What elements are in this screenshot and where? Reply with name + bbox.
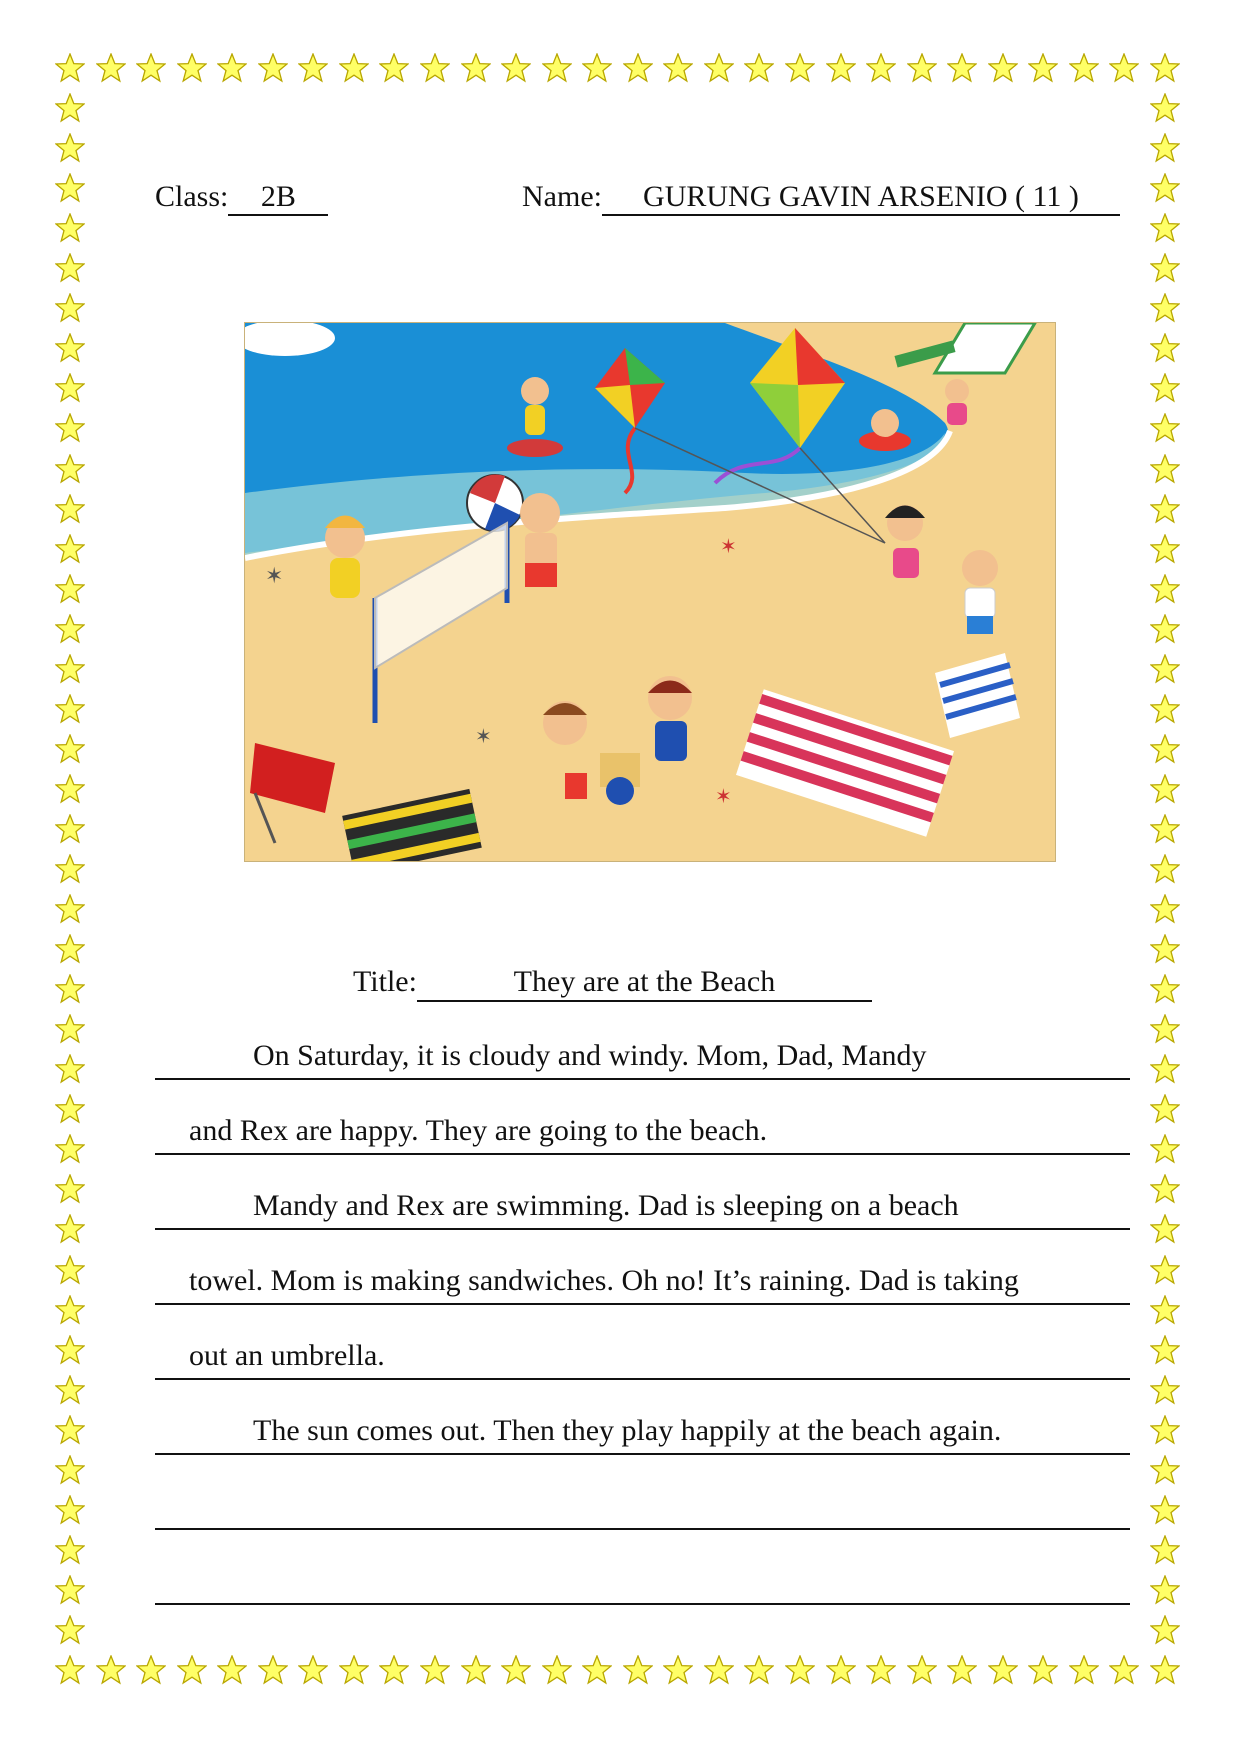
border-star-icon [96,1655,126,1685]
border-star-icon [1150,1014,1180,1044]
border-star-icon [298,1655,328,1685]
border-star-icon [136,53,166,83]
name-field [522,180,1120,216]
border-star-icon [1150,1455,1180,1485]
border-star-icon [55,1174,85,1204]
border-star-icon [1150,974,1180,1004]
border-star-icon [785,1655,815,1685]
border-star-icon [1150,93,1180,123]
border-star-icon [1150,734,1180,764]
border-star-icon [339,1655,369,1685]
border-star-icon [55,574,85,604]
border-star-icon [1150,614,1180,644]
story-line-7 [155,1484,1130,1530]
border-star-icon [55,1014,85,1044]
border-star-icon [907,53,937,83]
border-star-icon [55,934,85,964]
border-star-icon [379,53,409,83]
border-star-icon [1150,1495,1180,1525]
border-star-icon [55,1214,85,1244]
border-star-icon [55,1335,85,1365]
border-star-icon [55,173,85,203]
border-star-icon [55,1415,85,1445]
border-star-icon [826,1655,856,1685]
border-star-icon [461,53,491,83]
border-star-icon [1028,1655,1058,1685]
border-star-icon [1150,814,1180,844]
border-star-icon [1150,1615,1180,1645]
story-line-3 [155,1184,1130,1230]
border-star-icon [1150,534,1180,564]
border-star-icon [379,1655,409,1685]
border-star-icon [177,53,207,83]
story-line-text: out an umbrella. [189,1339,385,1372]
border-star-icon [177,1655,207,1685]
border-star-icon [55,1495,85,1525]
story-line-text: The sun comes out. Then they play happily at the beach again. [253,1414,1002,1447]
border-star-icon [1150,1174,1180,1204]
border-star-icon [1069,1655,1099,1685]
border-star-icon [55,734,85,764]
svg-text:✶: ✶ [265,564,284,589]
border-star-icon [55,894,85,924]
border-star-icon [136,1655,166,1685]
border-star-icon [1150,774,1180,804]
border-star-icon [1150,133,1180,163]
border-star-icon [663,1655,693,1685]
border-star-icon [1150,333,1180,363]
border-star-icon [55,1655,85,1685]
border-star-icon [1150,1255,1180,1285]
border-star-icon [1150,53,1180,83]
border-star-icon [55,974,85,1004]
story-line-2 [155,1109,1130,1155]
title-field [353,964,872,1002]
border-star-icon [55,213,85,243]
border-star-icon [501,53,531,83]
svg-text:✶: ✶ [720,534,737,558]
border-star-icon [420,53,450,83]
border-star-icon [55,1575,85,1605]
border-star-icon [55,494,85,524]
border-star-icon [217,1655,247,1685]
border-star-icon [258,53,288,83]
border-star-icon [1150,1415,1180,1445]
border-star-icon [55,293,85,323]
border-star-icon [1150,373,1180,403]
border-star-icon [1150,1054,1180,1084]
border-star-icon [1150,1535,1180,1565]
border-star-icon [582,53,612,83]
story-line-text: and Rex are happy. They are going to the beach. [189,1114,768,1147]
border-star-icon [1150,173,1180,203]
border-star-icon [1150,454,1180,484]
border-star-icon [55,413,85,443]
border-star-icon [1109,1655,1139,1685]
border-star-icon [55,1295,85,1325]
border-star-icon [1150,1575,1180,1605]
border-star-icon [744,1655,774,1685]
border-star-icon [1150,1214,1180,1244]
border-star-icon [1109,53,1139,83]
border-star-icon [826,53,856,83]
border-star-icon [1150,213,1180,243]
border-star-icon [55,1375,85,1405]
border-star-icon [1150,1094,1180,1124]
border-star-icon [55,854,85,884]
story-line-text: towel. Mom is making sandwiches. Oh no! It’s raining. Dad is taking [189,1264,1019,1297]
border-star-icon [461,1655,491,1685]
border-star-icon [298,53,328,83]
name-value: GURUNG GAVIN ARSENIO ( 11 ) [602,180,1120,216]
story-line-1 [155,1034,1130,1080]
border-star-icon [96,53,126,83]
border-star-icon [55,774,85,804]
border-star-icon [55,1054,85,1084]
border-star-icon [1150,574,1180,604]
border-star-icon [1150,1295,1180,1325]
class-value: 2B [228,180,328,216]
border-star-icon [663,53,693,83]
border-star-icon [55,1455,85,1485]
border-star-icon [55,53,85,83]
border-star-icon [988,53,1018,83]
border-star-icon [704,53,734,83]
border-star-icon [55,534,85,564]
title-label: Title: [353,965,417,998]
border-star-icon [55,1134,85,1164]
border-star-icon [1150,934,1180,964]
svg-text:✶: ✶ [475,724,492,748]
border-star-icon [947,53,977,83]
border-star-icon [420,1655,450,1685]
border-star-icon [258,1655,288,1685]
border-star-icon [55,654,85,684]
story-line-text: On Saturday, it is cloudy and windy. Mom, Dad, Mandy [253,1039,927,1072]
border-star-icon [907,1655,937,1685]
border-star-icon [1150,494,1180,524]
border-star-icon [55,133,85,163]
story-line-4 [155,1259,1130,1305]
beach-picture [244,322,1056,862]
border-star-icon [1150,654,1180,684]
border-star-icon [1028,53,1058,83]
border-star-icon [55,253,85,283]
border-star-icon [582,1655,612,1685]
border-star-icon [55,694,85,724]
border-star-icon [55,1535,85,1565]
border-star-icon [866,53,896,83]
border-star-icon [744,53,774,83]
class-label: Class: [155,180,229,213]
title-value: They are at the Beach [417,964,872,1002]
story-line-8 [155,1559,1130,1605]
border-star-icon [55,1255,85,1285]
border-star-icon [1150,1655,1180,1685]
story-line-5 [155,1334,1130,1380]
border-star-icon [1150,894,1180,924]
border-star-icon [785,53,815,83]
class-field [155,180,328,216]
border-star-icon [542,53,572,83]
border-star-icon [501,1655,531,1685]
border-star-icon [1150,1335,1180,1365]
border-star-icon [866,1655,896,1685]
border-star-icon [947,1655,977,1685]
border-star-icon [55,333,85,363]
name-label: Name: [522,180,602,213]
border-star-icon [1150,854,1180,884]
border-star-icon [339,53,369,83]
border-star-icon [1150,694,1180,724]
svg-text:✶: ✶ [715,784,732,808]
border-star-icon [542,1655,572,1685]
border-star-icon [1150,413,1180,443]
border-star-icon [1150,1134,1180,1164]
border-star-icon [55,1094,85,1124]
border-star-icon [55,454,85,484]
border-star-icon [1150,1375,1180,1405]
border-star-icon [704,1655,734,1685]
border-star-icon [1150,253,1180,283]
border-star-icon [55,814,85,844]
border-star-icon [55,373,85,403]
border-star-icon [1069,53,1099,83]
border-star-icon [217,53,247,83]
border-star-icon [1150,293,1180,323]
border-star-icon [55,614,85,644]
border-star-icon [55,93,85,123]
border-star-icon [623,53,653,83]
border-star-icon [55,1615,85,1645]
story-line-6 [155,1409,1130,1455]
border-star-icon [623,1655,653,1685]
story-line-text: Mandy and Rex are swimming. Dad is sleeping on a beach [253,1189,959,1222]
border-star-icon [988,1655,1018,1685]
